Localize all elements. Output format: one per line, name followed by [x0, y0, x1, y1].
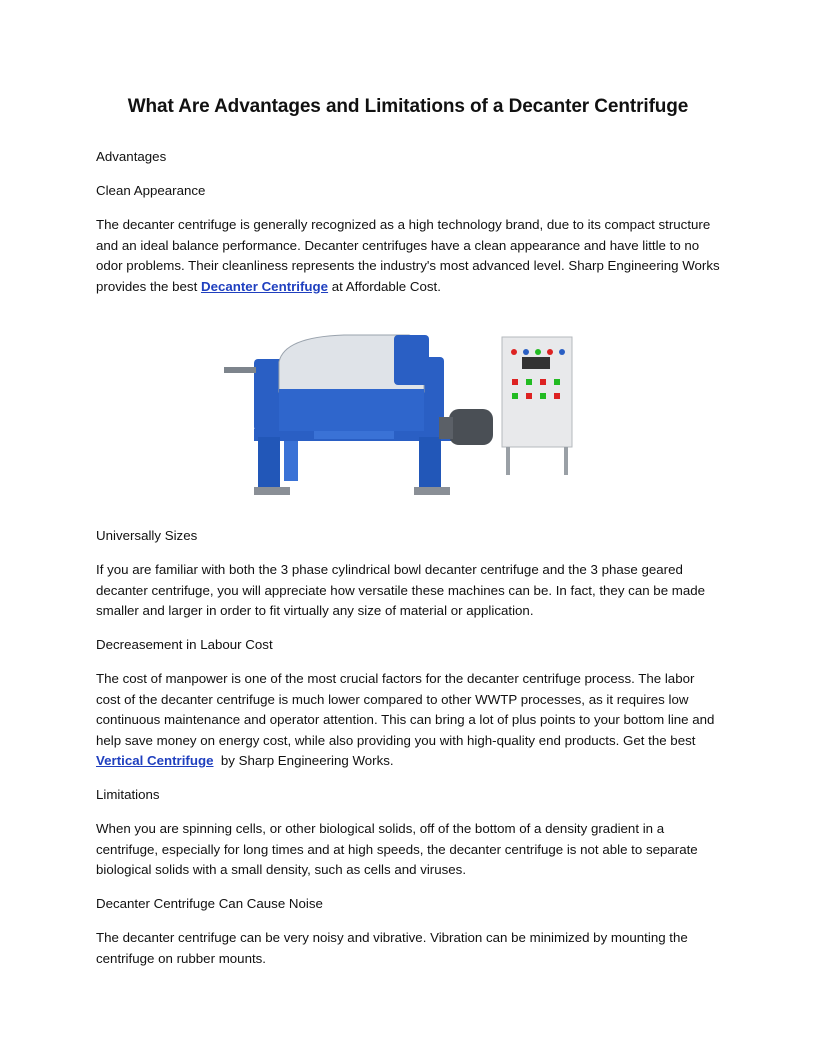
- control-display: [522, 357, 550, 369]
- clean-appearance-paragraph: [96, 215, 720, 297]
- universally-sizes-paragraph: If you are familiar with both the 3 phase cylindrical bowl decanter centrifuge and the 3 phase geared decanter centrifuge, you will appreciate how versatile these machines can be. In fact, they can be made smaller and larger in order to fit virtually any size of material or application.: [96, 562, 706, 618]
- clean-appearance-heading: Clean Appearance: [96, 183, 206, 198]
- panel-button: [540, 393, 546, 399]
- panel-button: [512, 393, 518, 399]
- indicator-light: [559, 349, 565, 355]
- noise-heading: Decanter Centrifuge Can Cause Noise: [96, 896, 323, 911]
- clean-text-after: at Affordable Cost.: [328, 278, 441, 294]
- indicator-light: [547, 349, 553, 355]
- motor: [449, 409, 493, 445]
- panel-button: [526, 379, 532, 385]
- decanter-centrifuge-link[interactable]: Decanter Centrifuge: [200, 278, 329, 294]
- panel-leg: [506, 447, 510, 475]
- motor-coupling: [439, 417, 453, 439]
- gearbox-cover: [394, 335, 429, 385]
- machine-leg-left: [258, 437, 280, 492]
- universally-sizes-heading: Universally Sizes: [96, 528, 198, 543]
- centrifuge-illustration: [224, 317, 584, 507]
- machine-foot-right: [414, 487, 450, 495]
- labour-text-before: The cost of manpower is one of the most crucial factors for the decanter centrifuge process. The labor cost of the decanter centrifuge is much lower compared to other WWTP processes, as it requires low continuous maintenance and operator attention. This can bring a lot of plus points to your bottom line and help save money on energy cost, while also providing you with high-quality end products. Get the best: [96, 671, 715, 748]
- indicator-light: [511, 349, 517, 355]
- panel-button: [554, 393, 560, 399]
- panel-button: [554, 379, 560, 385]
- document-page: [96, 96, 720, 983]
- panel-button: [526, 393, 532, 399]
- page-title: What Are Advantages and Limitations of a Decanter Centrifuge: [127, 96, 689, 117]
- noise-paragraph: The decanter centrifuge can be very noisy and vibrative. Vibration can be minimized by mounting the centrifuge on rubber mounts.: [96, 930, 688, 966]
- indicator-light: [535, 349, 541, 355]
- machine-leg-right: [419, 437, 441, 492]
- vertical-centrifuge-link[interactable]: Vertical Centrifuge: [96, 753, 214, 768]
- advantages-heading: Advantages: [96, 149, 167, 164]
- panel-button: [540, 379, 546, 385]
- panel-leg: [564, 447, 568, 475]
- labour-cost-paragraph: [96, 669, 720, 772]
- machine-leg-brace: [284, 441, 298, 481]
- limitations-paragraph: When you are spinning cells, or other biological solids, off of the bottom of a density gradient in a centrifuge, especially for long times and at high speeds, the decanter centrifuge is not able to separate biological solids with a small density, such as cells and viruses.: [96, 821, 698, 877]
- limitations-heading: Limitations: [96, 787, 160, 802]
- panel-button: [512, 379, 518, 385]
- labour-cost-heading: Decreasement in Labour Cost: [96, 637, 273, 652]
- feed-pipe: [224, 367, 256, 373]
- drum-lower-body: [279, 389, 424, 431]
- machine-foot-left: [254, 487, 290, 495]
- indicator-light: [523, 349, 529, 355]
- labour-text-after: by Sharp Engineering Works.: [213, 753, 394, 768]
- decanter-centrifuge-image: [96, 317, 720, 512]
- clean-text-before: The decanter centrifuge is generally recognized as a high technology brand, due to its compact structure and an ideal balance performance. Decanter centrifuges have a clean appearance and have little to no odor problems. Their cleanliness represents the industry's most advanced level. Sharp Engineering Works provides the best: [96, 217, 720, 294]
